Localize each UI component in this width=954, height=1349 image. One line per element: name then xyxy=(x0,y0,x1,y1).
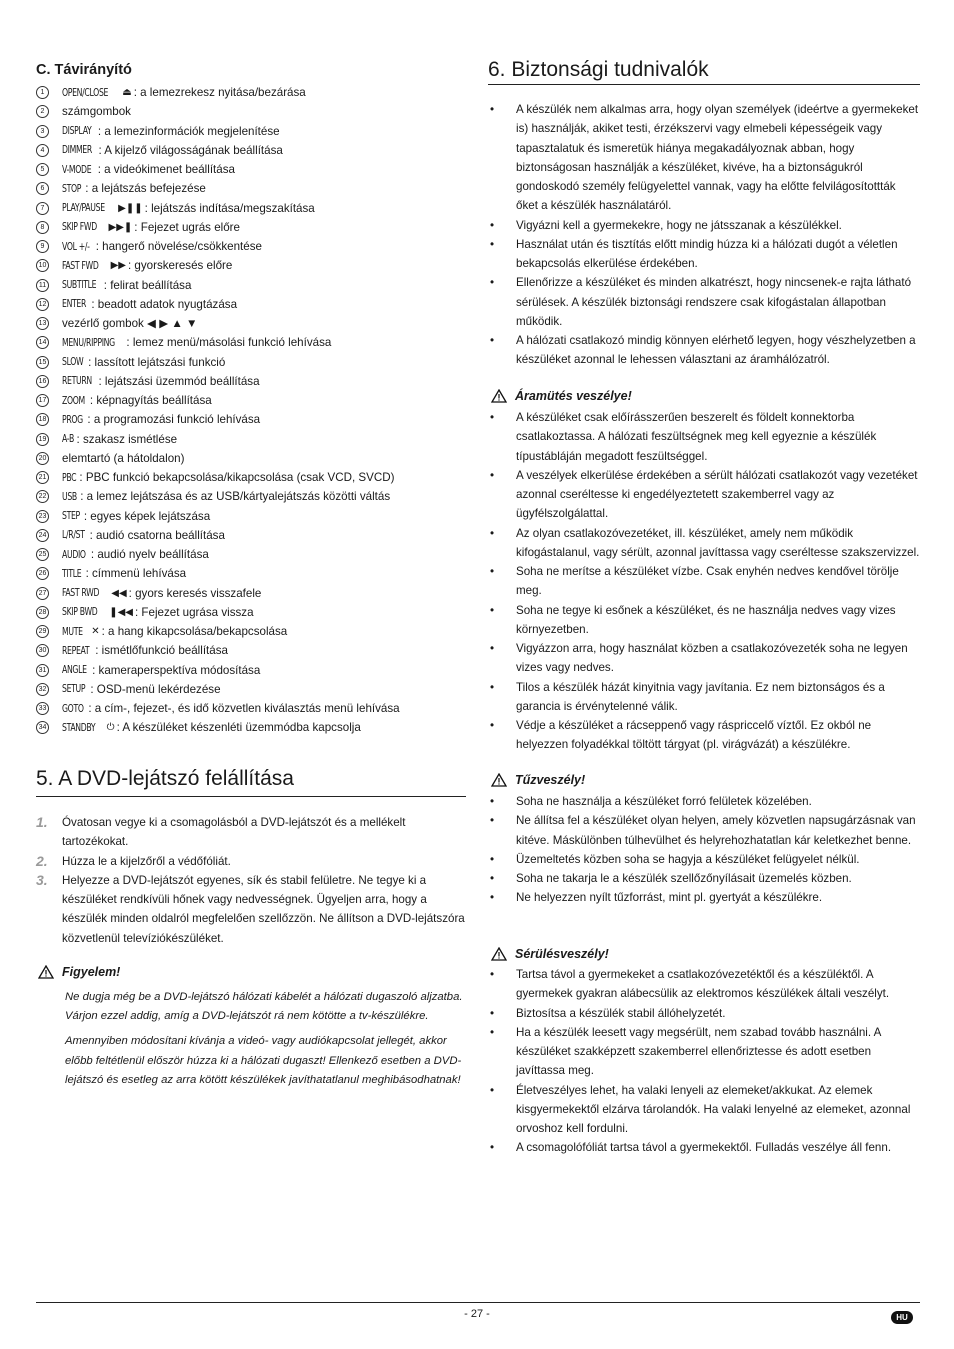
remote-key-description: : címmenü lehívása xyxy=(85,567,187,581)
remote-key-description: : a lejátszás befejezése xyxy=(85,182,206,196)
safety-bullet-item: • Ellenőrizze a készüléket és minden alkatrészt, hogy nincsenek-e rajta látható sérülések. A készülék biztonsági rendszere csak kifogástalan állapotban működik. xyxy=(488,273,920,331)
safety-bullet-item: • Tilos a készülék házát kinyitnia vagy javítania. Ez nem biztonságos és a garancia is érvénytelenné válik. xyxy=(488,678,920,717)
remote-key-description: : beadott adatok nyugtázása xyxy=(91,297,238,311)
remote-key-icon: ▶❚❚ xyxy=(118,202,143,214)
remote-key-item xyxy=(36,699,466,718)
remote-key-description: : PBC funkció bekapcsolása/kikapcsolása (csak VCD, SVCD) xyxy=(79,471,395,484)
safety-intro-list xyxy=(488,100,920,370)
remote-key-name-wrap xyxy=(62,410,87,430)
injury-list xyxy=(488,965,920,1158)
remote-key-name-wrap xyxy=(62,371,98,391)
remote-key-item xyxy=(36,680,466,699)
remote-key-item xyxy=(36,564,466,583)
remote-key-item xyxy=(36,314,466,333)
warning-triangle-icon xyxy=(491,773,507,787)
safety-bullet-item: • A készüléket csak előírásszerűen beszerelt és földelt konnektorba csatlakoztassa. A hálózati feszültségnek meg kell egyeznie a készülék típustábláján megadott feszültséggel. xyxy=(488,408,920,466)
safety-bullet-item: • Ne helyezzen nyílt tűzforrást, mint pl. gyertyát a készülékre. xyxy=(488,888,920,907)
remote-key-description: : lassított lejátszási funkció xyxy=(88,355,226,369)
setup-steps xyxy=(36,813,466,948)
remote-key-item xyxy=(36,179,466,198)
attention-paragraph: Ne dugja még be a DVD-lejátszó hálózati kábelét a hálózati dugaszoló aljzatba. Várjon ezzel addig, amíg a DVD-lejátszót rá nem kötötte a tv-készülékre. xyxy=(65,991,463,1023)
item-number-badge: 29 xyxy=(36,625,49,638)
remote-key-name: DIMMER xyxy=(62,144,92,157)
remote-key-icon: ❚◀◀ xyxy=(109,606,133,618)
remote-key-item xyxy=(36,468,466,487)
remote-key-name: OPEN/CLOSE xyxy=(62,86,109,99)
remote-key-item xyxy=(36,353,466,372)
item-number-badge: 17 xyxy=(36,394,49,407)
remote-key-item xyxy=(36,622,466,641)
remote-key-description: : hangerő növelése/csökkentése xyxy=(95,240,262,253)
warning-triangle-icon xyxy=(38,965,54,979)
item-number-badge: 11 xyxy=(36,279,49,292)
remote-key-name-wrap xyxy=(62,294,91,314)
safety-bullet-item: • Az olyan csatlakozóvezetéket, ill. készüléket, amely nem működik kifogástalanul, vagy sérült, azonnal javíttassa vagy cseréltesse szakszervizzel. xyxy=(488,524,920,563)
remote-key-name: VOL +/- xyxy=(62,240,90,253)
item-number-badge: 28 xyxy=(36,606,49,619)
remote-key-name-wrap xyxy=(62,83,118,103)
remote-key-description: : gyors keresés visszafele xyxy=(128,586,262,600)
remote-key-item xyxy=(36,160,466,179)
injury-title: Sérülésveszély! xyxy=(515,947,609,961)
remote-key-name: L/R/ST xyxy=(62,529,85,542)
remote-key-description: vezérlő gombok ◀ ▶ ▲ ▼ xyxy=(62,317,198,330)
remote-key-item xyxy=(36,372,466,391)
remote-key-name-wrap xyxy=(62,525,90,545)
remote-key-description: : audió nyelv beállítása xyxy=(90,548,209,561)
injury-heading xyxy=(491,947,609,961)
attention-text xyxy=(65,988,469,1096)
safety-title-rule xyxy=(488,84,920,85)
safety-bullet-item: • A veszélyek elkerülése érdekében a sérült hálózati csatlakozót vagy vezetéket azonnal cseréltesse ki engedélyeztetett szakemberrel vagy az ügyfélszolgálattal. xyxy=(488,466,920,524)
remote-key-name: A-B xyxy=(62,433,74,445)
remote-key-item xyxy=(36,603,466,622)
remote-key-icon: ⏏ xyxy=(122,87,132,98)
item-number-badge: 22 xyxy=(36,490,49,503)
remote-key-description: : Fejezet ugrása vissza xyxy=(134,605,254,619)
fire-heading xyxy=(491,773,585,787)
item-number-badge: 32 xyxy=(36,683,49,696)
item-number-badge: 24 xyxy=(36,529,49,542)
remote-key-name-wrap xyxy=(62,140,99,160)
shock-heading xyxy=(491,389,632,403)
remote-key-name-wrap xyxy=(62,583,107,603)
safety-bullet-item: • Üzemeltetés közben soha se hagyja a készüléket felügyelet nélkül. xyxy=(488,850,920,869)
setup-step xyxy=(36,813,466,852)
setup-section-title: 5. A DVD-lejátszó felállítása xyxy=(36,767,294,790)
remote-key-icon: ⏻ xyxy=(106,722,115,734)
remote-key-name-wrap xyxy=(62,160,98,180)
remote-key-description: : a lemez lejátszása és az USB/kártyalejátszás közötti váltás xyxy=(80,490,391,504)
remote-key-name: PROG xyxy=(62,413,83,426)
item-number-badge: 21 xyxy=(36,471,49,484)
remote-key-description: : a hang kikapcsolása/bekapcsolása xyxy=(101,625,288,638)
step-number: 1. xyxy=(36,814,48,830)
remote-section-title: C. Távirányító xyxy=(36,62,132,78)
remote-key-description: : Fejezet ugrás előre xyxy=(134,220,240,234)
remote-key-icon: ▶▶❚ xyxy=(108,221,133,233)
remote-key-name-wrap xyxy=(62,468,79,488)
attention-heading xyxy=(38,965,120,979)
warning-triangle-icon xyxy=(491,389,507,403)
remote-key-name-wrap xyxy=(62,198,114,218)
safety-bullet-item: • A csomagolófóliát tartsa távol a gyermekektől. Fulladás veszélye áll fenn. xyxy=(488,1138,920,1157)
item-number-badge: 34 xyxy=(36,721,49,734)
remote-key-description: : egyes képek lejátszása xyxy=(83,509,211,523)
remote-key-item xyxy=(36,410,466,429)
remote-key-description: elemtartó (a hátoldalon) xyxy=(62,451,185,465)
remote-key-item xyxy=(36,449,466,468)
remote-key-name-wrap xyxy=(62,429,77,449)
remote-key-description: : felirat beállítása xyxy=(103,278,192,292)
remote-key-name: V-MODE xyxy=(62,163,92,176)
remote-key-name: FAST FWD xyxy=(62,259,99,272)
remote-key-name: ZOOM xyxy=(62,394,85,407)
safety-bullet-item: • A hálózati csatlakozó mindig könnyen elérhető legyen, hogy vészhelyzetben a készüléket azonnal le lehessen választani az áramhálózatról. xyxy=(488,331,920,370)
remote-key-name-wrap xyxy=(62,256,107,276)
remote-key-description: : audió csatorna beállítása xyxy=(89,528,225,542)
remote-key-description: : szakasz ismétlése xyxy=(76,432,178,446)
safety-bullet-item: • Tartsa távol a gyermekeket a csatlakozóvezetéktől és a készüléktől. A gyermekek gyakran alábecsülik az elektromos készülékek általi veszélyt. xyxy=(488,965,920,1004)
remote-key-name-wrap xyxy=(62,487,80,507)
remote-key-item xyxy=(36,256,466,275)
remote-key-description: : a videókimenet beállítása xyxy=(97,163,235,176)
remote-key-description: : gyorskeresés előre xyxy=(127,259,233,273)
remote-key-item xyxy=(36,661,466,680)
attention-paragraph: Amennyiben módosítani kívánja a videó- vagy audiókapcsolat jellegét, akkor előbb feltétlenül először húzza ki a hálózati dugaszt! Ellenkező esetben a DVD-lejátszó és esetleg az arra kötött készülékek javíthatatlanul meghibásodhatnak! xyxy=(65,1035,462,1086)
remote-key-description: : A kijelző világosságának beállítása xyxy=(98,143,283,157)
item-number-badge: 33 xyxy=(36,702,49,715)
remote-key-name: PLAY/PAUSE xyxy=(62,202,105,214)
remote-key-item xyxy=(36,333,466,352)
step-text: Óvatosan vegye ki a csomagolásból a DVD-lejátszót és a mellékelt tartozékokat. xyxy=(62,816,406,849)
remote-key-item xyxy=(36,507,466,526)
remote-key-item xyxy=(36,237,466,256)
item-number-badge: 2 xyxy=(36,105,49,118)
remote-key-name: MUTE xyxy=(62,625,83,638)
item-number-badge: 31 xyxy=(36,664,49,677)
remote-key-icon: ▶▶ xyxy=(110,260,126,272)
item-number-badge: 19 xyxy=(36,433,49,446)
remote-key-name-wrap xyxy=(62,121,98,141)
item-number-badge: 14 xyxy=(36,336,49,349)
remote-key-item xyxy=(36,141,466,160)
item-number-badge: 4 xyxy=(36,144,49,157)
remote-key-item xyxy=(36,641,466,660)
remote-key-item xyxy=(36,218,466,237)
safety-bullet-item: • Soha ne használja a készüléket forró felületek közelében. xyxy=(488,792,920,811)
item-number-badge: 20 xyxy=(36,452,49,465)
remote-key-description: : képnagyítás beállítása xyxy=(89,394,212,407)
item-number-badge: 8 xyxy=(36,221,49,234)
remote-key-name: SLOW xyxy=(62,356,84,368)
remote-key-name-wrap xyxy=(62,237,96,257)
item-number-badge: 3 xyxy=(36,125,49,138)
safety-bullet-item: • Ne állítsa fel a készüléket olyan helyen, amely közvetlen napsugárzásnak van kitéve. Máskülönben túlhevülhet és helyrehozhatatlan kár keletkezhet benne. xyxy=(488,811,920,850)
item-number-badge: 10 xyxy=(36,259,49,272)
remote-key-name: STANDBY xyxy=(62,721,96,734)
item-number-badge: 9 xyxy=(36,240,49,253)
remote-key-name-wrap xyxy=(62,660,92,680)
remote-key-description: : kameraperspektíva módosítása xyxy=(92,663,261,677)
remote-key-name-wrap xyxy=(62,179,85,199)
warning-triangle-icon xyxy=(491,947,507,961)
step-number: 3. xyxy=(36,871,48,888)
remote-key-name: TITLE xyxy=(62,567,82,580)
footer-rule xyxy=(36,1302,920,1303)
safety-bullet-item: • Biztosítsa a készülék stabil állóhelyzetét. xyxy=(488,1004,920,1023)
remote-key-name-wrap xyxy=(62,506,84,526)
item-number-badge: 23 xyxy=(36,510,49,523)
remote-key-description: : ismétlőfunkció beállítása xyxy=(95,644,228,658)
remote-key-description: : lejátszás indítása/megszakítása xyxy=(144,201,315,215)
remote-key-name: STEP xyxy=(62,510,80,522)
step-text: Húzza le a kijelzőről a védőfóliát. xyxy=(62,854,231,868)
safety-bullet-item: • Vigyázni kell a gyermekekre, hogy ne játsszanak a készülékkel. xyxy=(488,216,920,235)
safety-bullet-item: • Életveszélyes lehet, ha valaki lenyeli az elemeket/akkukat. Az elemek kisgyermekektől elzárva tárolandók. Ha valaki lenyelné az elemeket, azonnal orvoshoz kell fordulni. xyxy=(488,1081,920,1139)
item-number-badge: 27 xyxy=(36,587,49,600)
item-number-badge: 18 xyxy=(36,413,49,426)
remote-key-list xyxy=(36,83,466,738)
remote-key-name: SETUP xyxy=(62,683,86,696)
remote-key-description: : A készüléket készenléti üzemmódba kapcsolja xyxy=(116,721,361,735)
step-number: 2. xyxy=(36,852,48,869)
remote-key-name: STOP xyxy=(62,182,82,195)
language-badge: HU xyxy=(891,1311,913,1324)
item-number-badge: 26 xyxy=(36,567,49,580)
remote-key-item xyxy=(36,83,466,102)
remote-key-name: ANGLE xyxy=(62,664,87,676)
item-number-badge: 15 xyxy=(36,356,49,369)
safety-bullet-item: • Ha a készülék leesett vagy megsérült, nem szabad tovább használni. A készüléket szakképzett szakemberrel ellenőriztesse és adott esetben javíttassa meg. xyxy=(488,1023,920,1081)
remote-key-item xyxy=(36,102,466,121)
safety-section-title: 6. Biztonsági tudnivalók xyxy=(488,58,709,81)
fire-title: Tűzveszély! xyxy=(515,773,586,787)
remote-key-item xyxy=(36,276,466,295)
remote-key-name: SKIP FWD xyxy=(62,221,97,234)
remote-key-name: AUDIO xyxy=(62,548,86,561)
fire-list xyxy=(488,792,920,908)
remote-key-description: : a programozási funkció lehívása xyxy=(87,413,261,427)
attention-title: Figyelem! xyxy=(62,965,121,979)
item-number-badge: 16 xyxy=(36,375,49,388)
setup-title-rule xyxy=(36,796,466,797)
remote-key-item xyxy=(36,391,466,410)
item-number-badge: 13 xyxy=(36,317,49,330)
remote-key-name-wrap xyxy=(62,275,104,295)
remote-key-name-wrap xyxy=(62,641,95,661)
safety-bullet-item: • A készülék nem alkalmas arra, hogy olyan személyek (ideértve a gyermekeket is) használják, akiket testi, érzékszervi vagy elmebeli képességeik vagy tapasztalatuk és ismeretük hiánya megakadályoznak abban, hogy biztonságosan használják a készüléket, kivéve, ha a biztonságukról gondoskodó személy felügyelettel vannak, vagy ha előtte felvilágosítottták őket a készülék használatáról. xyxy=(488,100,920,216)
remote-key-name-wrap xyxy=(62,217,105,237)
remote-key-item xyxy=(36,295,466,314)
remote-key-description: : a lemezinformációk megjelenítése xyxy=(97,124,280,138)
remote-key-icon: ✕ xyxy=(91,626,100,637)
remote-key-description: : a cím-, fejezet-, és idő közvetlen kiválasztás menü lehívása xyxy=(88,702,400,715)
setup-step xyxy=(36,871,466,948)
safety-bullet-item: • Soha ne takarja le a készülék szellőzőnyílásait üzemelés közben. xyxy=(488,869,920,888)
remote-key-item xyxy=(36,718,466,737)
remote-key-name-wrap xyxy=(62,718,103,738)
remote-key-name: SUBTITLE xyxy=(62,279,97,291)
setup-step xyxy=(36,852,466,871)
remote-key-name-wrap xyxy=(62,699,88,719)
item-number-badge: 25 xyxy=(36,548,49,561)
remote-key-item xyxy=(36,487,466,506)
safety-bullet-item: • Soha ne tegye ki esőnek a készüléket, és ne használja nedves vagy vizes környezetben. xyxy=(488,601,920,640)
remote-key-name: MENU/RIPPING xyxy=(62,336,115,349)
remote-key-item xyxy=(36,430,466,449)
remote-key-name: GOTO xyxy=(62,702,84,715)
item-number-badge: 1 xyxy=(36,86,49,99)
safety-bullet-item: • Védje a készüléket a rácsеppenő vagy ráspriccelő víztől. Ez okból ne helyezzen folyadékkal töltött tárgyat (pl. virágvázát) a készülékre. xyxy=(488,716,920,755)
remote-key-item xyxy=(36,526,466,545)
item-number-badge: 12 xyxy=(36,298,49,311)
remote-key-name-wrap xyxy=(62,679,90,699)
remote-key-name-wrap xyxy=(62,333,126,353)
remote-key-name: SKIP BWD xyxy=(62,606,98,619)
remote-key-description: : lemez menü/másolási funkció lehívása xyxy=(126,336,332,350)
page-number: - 27 - xyxy=(464,1308,490,1320)
remote-key-name: RETURN xyxy=(62,375,92,388)
remote-key-name: DISPLAY xyxy=(62,125,92,137)
step-text: Helyezze a DVD-lejátszót egyenes, sík és stabil felületre. Ne tegye ki a készüléket rendkívüli hőnek vagy nedvességnek. Ügyeljen arra, hogy a készülék minden oldalról megfelelően szellőzzön. Ne állítson a DVD-lejátszóra közvetlenül televíziókészüléket. xyxy=(62,873,465,945)
remote-key-item xyxy=(36,584,466,603)
remote-key-name: FAST RWD xyxy=(62,587,100,599)
remote-key-name: USB xyxy=(62,490,77,503)
shock-title: Áramütés veszélye! xyxy=(515,389,632,403)
remote-key-name-wrap xyxy=(62,352,88,372)
remote-key-item xyxy=(36,545,466,564)
remote-key-name: REPEAT xyxy=(62,644,90,657)
remote-key-description: : a lemezrekesz nyitása/bezárása xyxy=(133,86,306,99)
remote-key-item xyxy=(36,122,466,141)
remote-key-name-wrap xyxy=(62,564,86,584)
item-number-badge: 7 xyxy=(36,202,49,215)
item-number-badge: 30 xyxy=(36,644,49,657)
remote-key-icon: ◀◀ xyxy=(111,587,127,599)
safety-bullet-item: • Soha ne merítse a készüléket vízbe. Csak enyhén nedves kendővel törölje meg. xyxy=(488,562,920,601)
remote-key-description: számgombok xyxy=(62,105,131,119)
remote-key-description: : lejátszási üzemmód beállítása xyxy=(98,374,260,388)
remote-key-name-wrap xyxy=(62,622,87,642)
remote-key-name-wrap xyxy=(62,602,105,622)
shock-list xyxy=(488,408,920,755)
safety-bullet-item: • Használat után és tisztítás előtt mindig húzza ki a hálózati dugót a véletlen bekapcsolás elkerülése érdekében. xyxy=(488,235,920,274)
remote-key-name-wrap xyxy=(62,391,90,411)
remote-key-description: : OSD-menü lekérdezése xyxy=(90,682,221,696)
remote-key-name: ENTER xyxy=(62,298,87,311)
item-number-badge: 5 xyxy=(36,163,49,176)
remote-key-item xyxy=(36,199,466,218)
item-number-badge: 6 xyxy=(36,182,49,195)
remote-key-name-wrap xyxy=(62,545,91,565)
remote-key-name: PBC xyxy=(62,471,77,484)
safety-bullet-item: • Vigyázzon arra, hogy használat közben a csatlakozóvezeték soha ne legyen vizes vagy nedves. xyxy=(488,639,920,678)
